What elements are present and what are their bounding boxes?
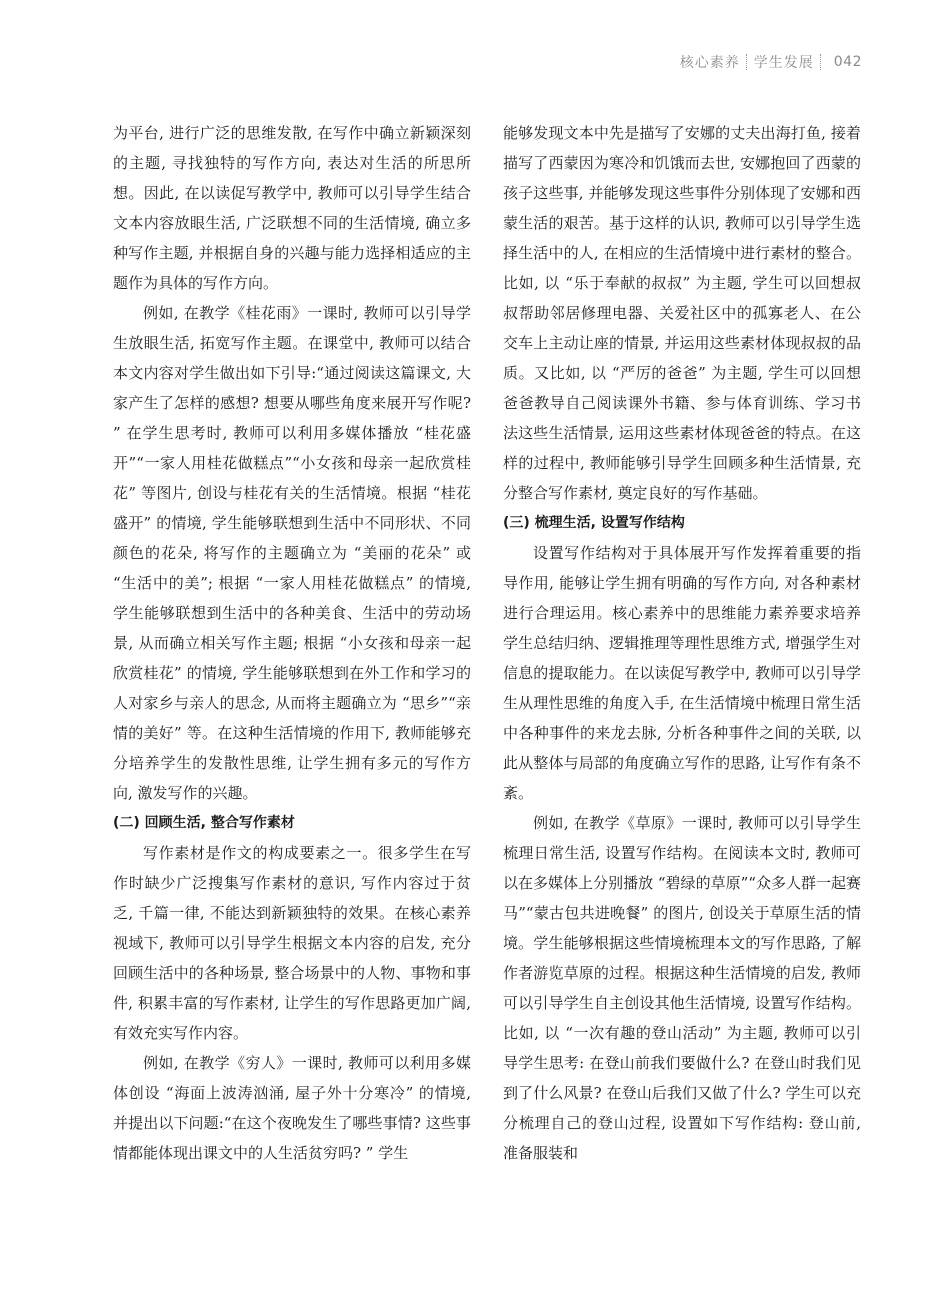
paragraph: 能够发现文本中先是描写了安娜的丈夫出海打鱼, 接着描写了西蒙因为寒冷和饥饿而去世, 安娜抱回了西蒙的孩子这些事, 并能够发现这些事件分别体现了安娜和西蒙生活的艰苦。基于这样的认识, 教师可以引导学生选择生活中的人, 在相应的生活情境中进行素材的整合。比如, 以 “乐于奉献的叔叔” 为主题, 学生可以回想叔叔帮助邻居修理电器、关爱社区中的孤寡老人、在公交车上主动让座的情景, 并运用这些素材体现叔叔的品质。又比如, 以 “严厉的爸爸” 为主题, 学生可以回想爸爸教导自己阅读课外书籍、参与体育训练、学习书法这些生活情景, 运用这些素材体现爸爸的特点。在这样的过程中, 教师能够引导学生回顾多种生活情景, 充分整合写作素材, 奠定良好的写作基础。 — [503, 124, 861, 502]
header-section-subtitle: 学生发展 — [753, 55, 814, 71]
header-divider — [820, 54, 822, 70]
page-number: 042 — [833, 54, 862, 70]
paragraph: 设置写作结构对于具体展开写作发挥着重要的指导作用, 能够让学生拥有明确的写作方向, 对各种素材进行合理运用。核心素养中的思维能力素养要求培养学生总结归纳、逻辑推理等理性思维方式, 增强学生对信息的提取能力。在以读促写教学中, 教师可以引导学生从理性思维的角度入手, 在生活情境中梳理日常生活中各种事件的来龙去脉, 分析各种事件之间的关联, 以此从整体与局部的角度确立写作的思路, 让写作有条不紊。 — [503, 544, 861, 802]
header-divider — [746, 54, 748, 70]
paragraph: 为平台, 进行广泛的思维发散, 在写作中确立新颖深刻的主题, 寻找独特的写作方向, 表达对生活的所思所想。因此, 在以读促写教学中, 教师可以引导学生结合文本内容放眼生活, 广泛联想不同的生活情境, 确立多种写作主题, 并根据自身的兴趣与能力选择相适应的主题作为具体的写作方向。 — [113, 124, 471, 292]
paragraph: 例如, 在教学《桂花雨》一课时, 教师可以引导学生放眼生活, 拓宽写作主题。在课堂中, 教师可以结合本文内容对学生做出如下引导:“通过阅读这篇课文, 大家产生了怎样的感想? 想要从哪些角度来展开写作呢? ” 在学生思考时, 教师可以利用多媒体播放 “桂花盛开”“一家人用桂花做糕点”“小女孩和母亲一起欣赏桂花” 等图片, 创设与桂花有关的生活情境。根据 “桂花盛开” 的情境, 学生能够联想到生活中不同形状、不同颜色的花朵, 将写作的主题确立为 “美丽的花朵” 或 “生活中的美”; 根据 “一家人用桂花做糕点” 的情境, 学生能够联想到生活中的各种美食、生活中的劳动场景, 从而确立相关写作主题; 根据 “小女孩和母亲一起欣赏桂花” 的情境, 学生能够联想到在外工作和学习的人对家乡与亲人的思念, 从而将主题确立为 “思乡”“亲情的美好” 等。在这种生活情境的作用下, 教师能够充分培养学生的发散性思维, 让学生拥有多元的写作方向, 激发写作的兴趣。 — [113, 304, 471, 802]
paragraph: 写作素材是作文的构成要素之一。很多学生在写作时缺少广泛搜集写作素材的意识, 写作内容过于贫乏, 千篇一律, 不能达到新颖独特的效果。在核心素养视域下, 教师可以引导学生根据文本内容的启发, 充分回顾生活中的各种场景, 整合场景中的人物、事物和事件, 积累丰富的写作素材, 让学生的写作思路更加广阔, 有效充实写作内容。 — [113, 844, 471, 1042]
section-heading: (二) 回顾生活, 整合写作素材 — [113, 815, 295, 831]
paragraph: 例如, 在教学《穷人》一课时, 教师可以利用多媒体创设 “海面上波涛汹涌, 屋子外十分寒冷” 的情境, 并提出以下问题:“在这个夜晚发生了哪些事情? 这些事情都能体现出课文中的人生活贫穷吗? ” 学生 — [113, 1054, 471, 1162]
paragraph: 例如, 在教学《草原》一课时, 教师可以引导学生梳理日常生活, 设置写作结构。在阅读本文时, 教师可以在多媒体上分别播放 “碧绿的草原”“众多人群一起赛马”“蒙古包共进晚餐” 的图片, 创设关于草原生活的情境。学生能够根据这些情境梳理本文的写作思路, 了解作者游览草原的过程。根据这种生活情境的启发, 教师可以引导学生自主创设其他生活情境, 设置写作结构。比如, 以 “一次有趣的登山活动” 为主题, 教师可以引导学生思考: 在登山前我们要做什么? 在登山时我们见到了什么风景? 在登山后我们又做了什么? 学生可以充分梳理自己的登山过程, 设置如下写作结构: 登山前, 准备服装和 — [503, 814, 861, 1162]
header-section-title: 核心素养 — [679, 55, 740, 71]
right-text-column — [503, 118, 861, 1168]
left-text-column — [113, 118, 471, 1168]
section-heading: (三) 梳理生活, 设置写作结构 — [503, 515, 685, 531]
running-header — [680, 52, 862, 72]
